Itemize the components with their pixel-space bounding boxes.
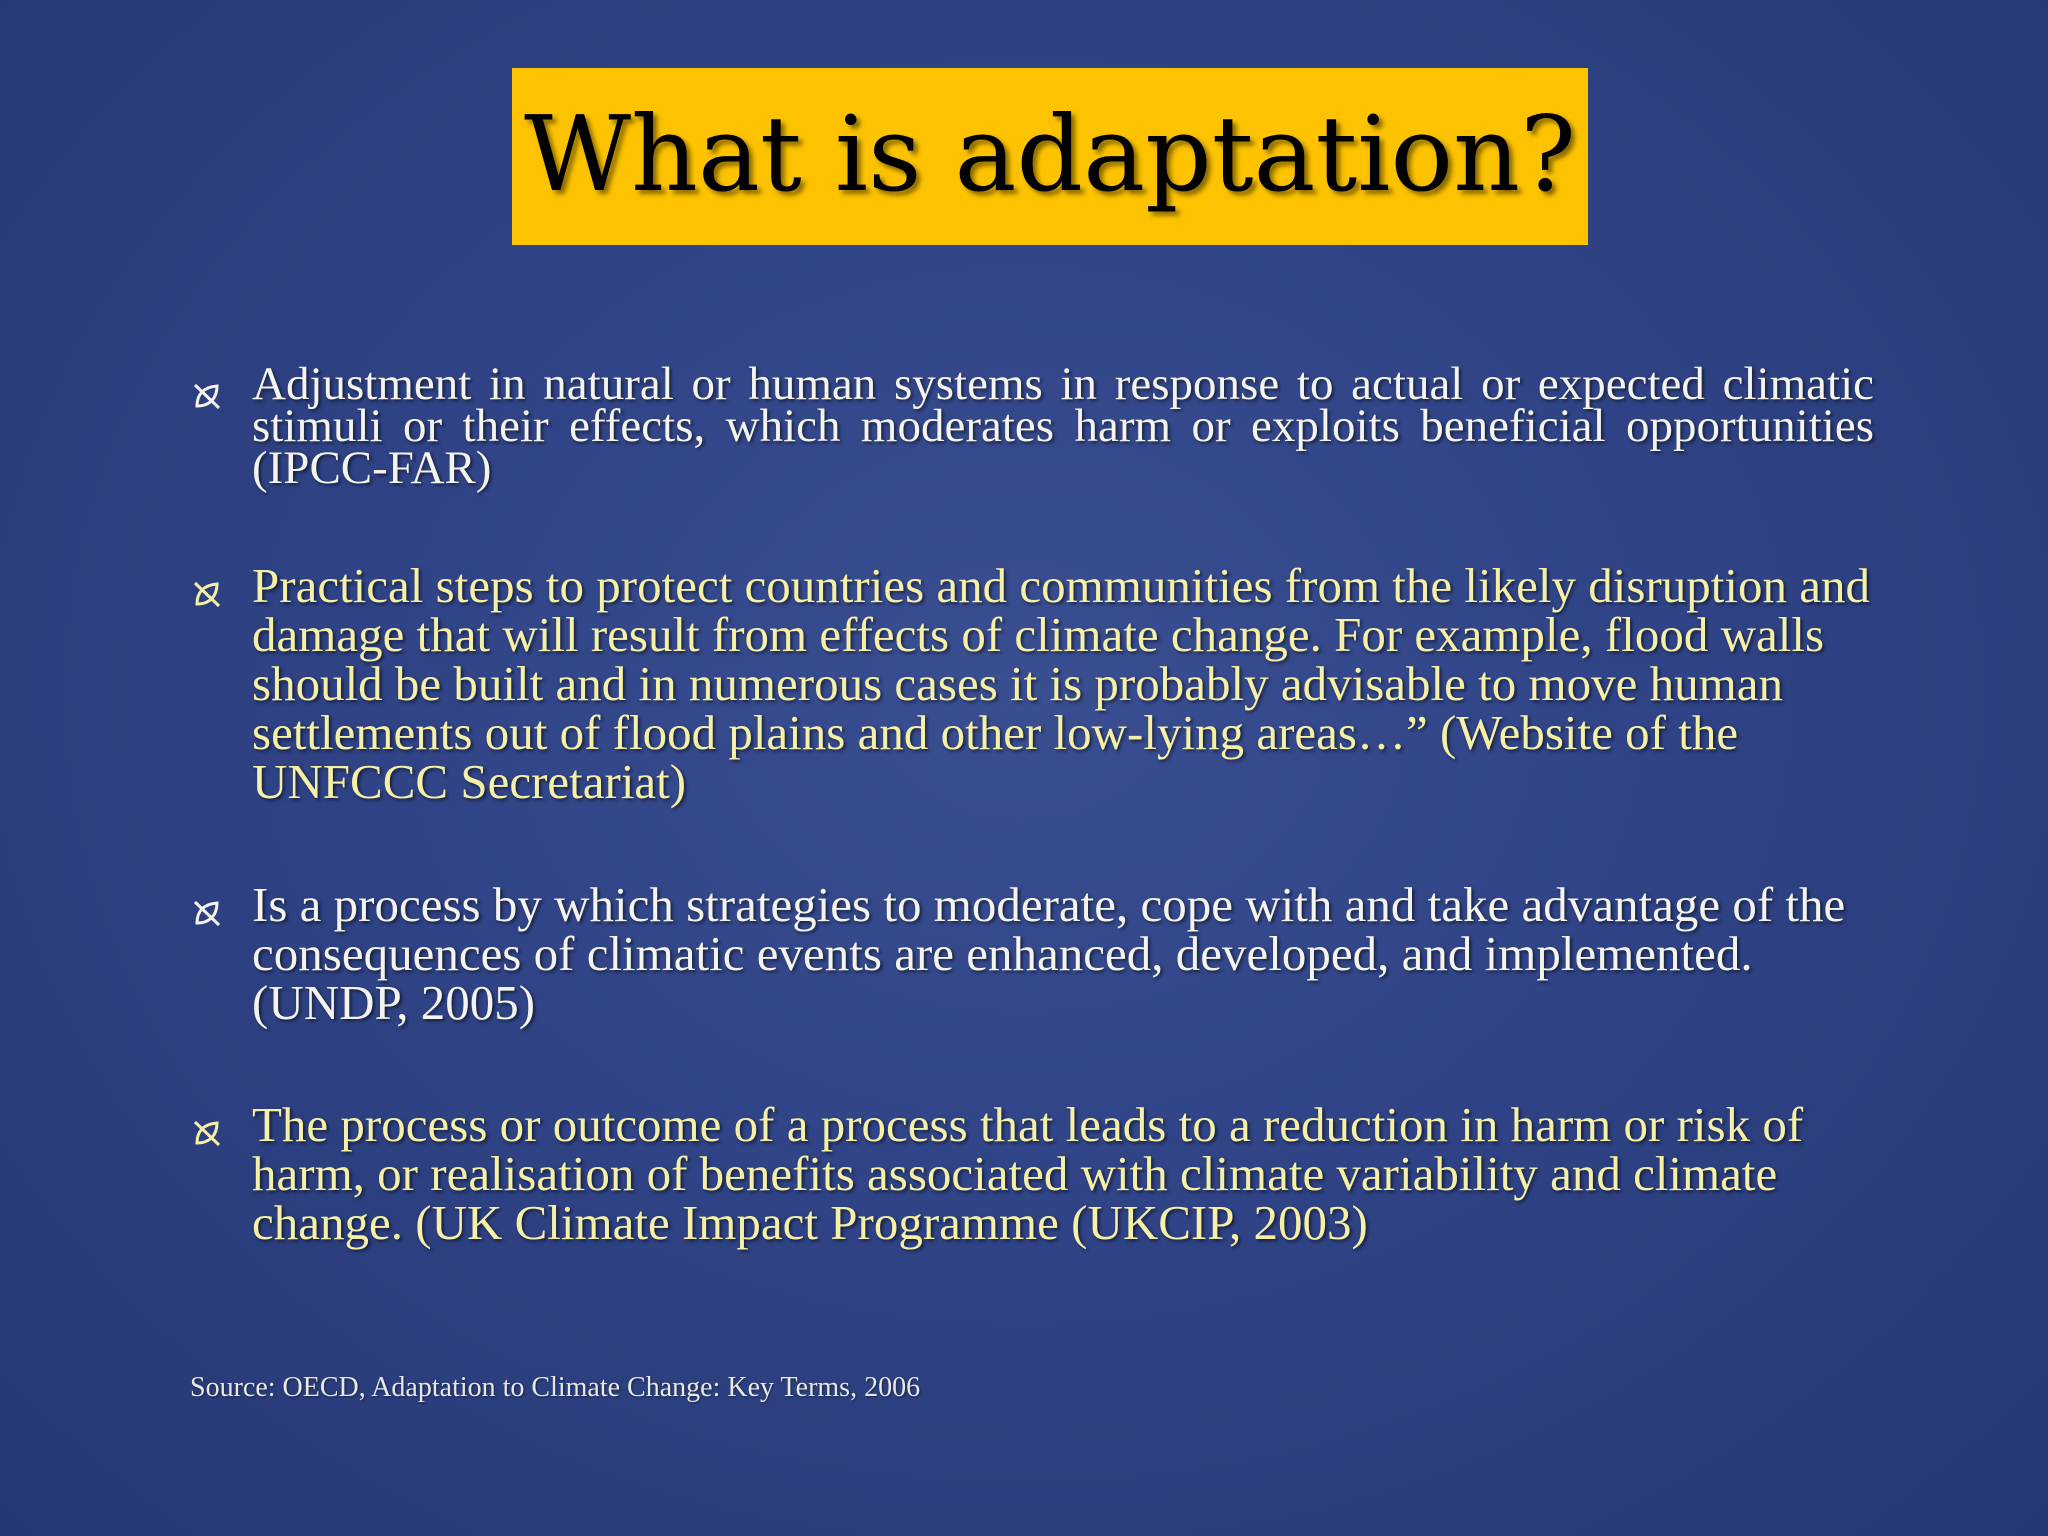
- crossed-leaf-icon: [190, 379, 224, 413]
- crossed-leaf-icon: [190, 896, 224, 930]
- source-citation: Source: OECD, Adaptation to Climate Change: Key Terms, 2006: [190, 1372, 921, 1403]
- bullet-text-3: Is a process by which strategies to moderate, cope with and take advantage of the consequences of climatic events are enhanced, developed, and implemented. (UNDP, 2005): [252, 877, 1846, 1030]
- slide-title: What is adaptation?: [524, 92, 1576, 215]
- crossed-leaf-icon: [190, 1116, 224, 1150]
- title-box: [512, 68, 1588, 245]
- crossed-leaf-icon: [190, 577, 224, 611]
- bullet-text-1: Adjustment in natural or human systems in response to actual or expected climatic stimuli or their effects, which moderates harm or exploits beneficial opportunities (IPCC-FAR): [252, 358, 1874, 494]
- bullet-text-2: Practical steps to protect countries and communities from the likely disruption and damage that will result from effects of climate change. For example, flood walls should be built and in numerous cases it is probably advisable to move human settlements out of flood plains and other low-lying areas…” (Website of the UNFCCC Secretariat): [252, 558, 1870, 809]
- bullet-text-4: The process or outcome of a process that leads to a reduction in harm or risk of harm, or realisation of benefits associated with climate variability and climate change. (UK Climate Impact Programme (UKCIP, 2003): [252, 1097, 1804, 1250]
